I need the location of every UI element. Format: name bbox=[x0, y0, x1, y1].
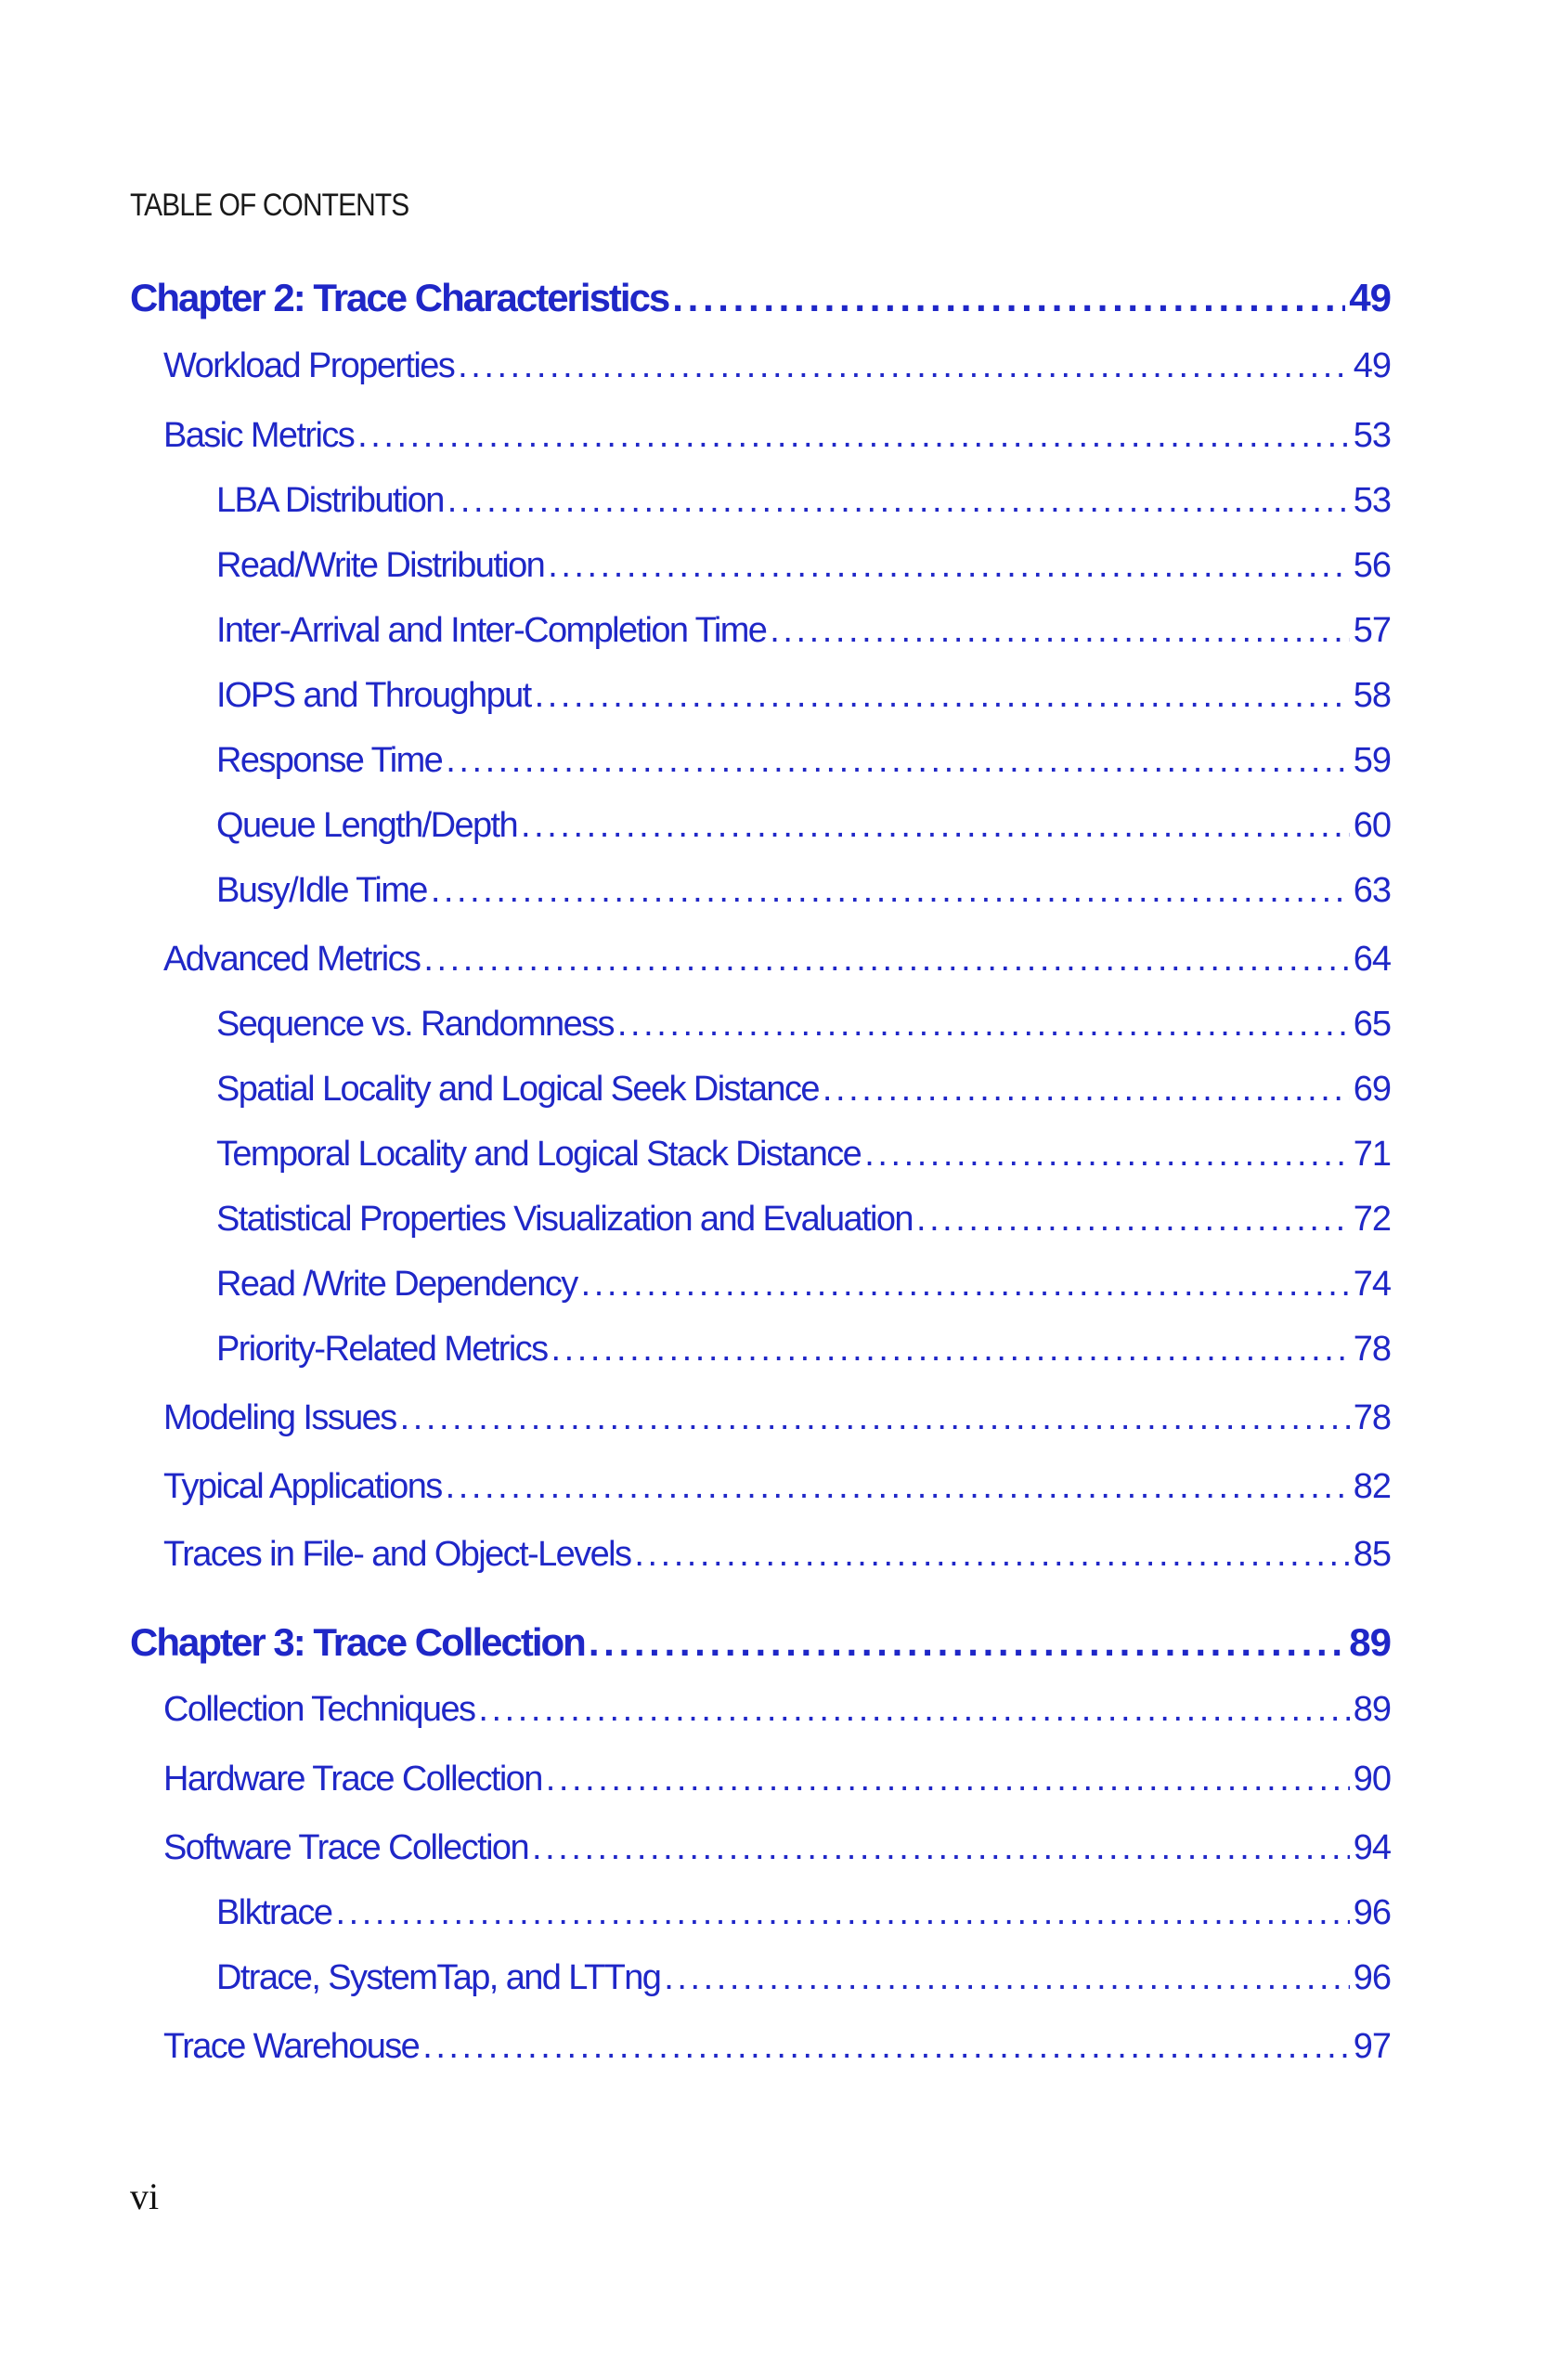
toc-entry-page: 85 bbox=[1353, 1535, 1391, 1574]
dot-leader bbox=[548, 541, 1350, 590]
dot-leader bbox=[664, 1954, 1349, 2002]
toc-entry[interactable] bbox=[216, 1889, 1391, 1937]
toc-entry-page: 89 bbox=[1349, 1620, 1391, 1664]
toc-entry-page: 96 bbox=[1353, 1958, 1391, 1997]
toc-entry[interactable] bbox=[163, 342, 1391, 390]
toc-entry[interactable] bbox=[216, 1065, 1391, 1113]
toc-entry-label: Dtrace, SystemTap, and LTTng bbox=[216, 1958, 661, 1997]
toc-entry[interactable] bbox=[216, 1325, 1391, 1373]
toc-entry-label: Traces in File- and Object-Levels bbox=[163, 1535, 631, 1574]
toc-entry-label: Statistical Properties Visualization and Evaluation bbox=[216, 1200, 913, 1239]
toc-entry-label: Collection Techniques bbox=[163, 1690, 475, 1729]
dot-leader bbox=[357, 411, 1350, 460]
toc-entry-label: Blktrace bbox=[216, 1893, 332, 1932]
toc-entry-label: Advanced Metrics bbox=[163, 940, 421, 979]
toc-entry-page: 94 bbox=[1353, 1828, 1391, 1867]
toc-entry-label: Trace Warehouse bbox=[163, 2027, 420, 2066]
toc-entry[interactable] bbox=[216, 1195, 1391, 1243]
toc-entry-label: Busy/Idle Time bbox=[216, 871, 427, 910]
toc-entry-label: Read/Write Distribution bbox=[216, 546, 545, 585]
toc-entry-page: 90 bbox=[1353, 1760, 1391, 1799]
toc-entry-label: LBA Distribution bbox=[216, 481, 444, 520]
toc-entry-page: 56 bbox=[1353, 546, 1391, 585]
dot-leader bbox=[446, 1462, 1350, 1511]
toc-entry-label: Workload Properties bbox=[163, 346, 455, 385]
toc-entry-page: 69 bbox=[1353, 1070, 1391, 1109]
toc-entry-label: Chapter 2: Trace Characteristics bbox=[130, 276, 669, 319]
toc-entry[interactable] bbox=[163, 1530, 1391, 1578]
toc-entry-label: Basic Metrics bbox=[163, 416, 355, 455]
dot-leader bbox=[672, 272, 1345, 324]
dot-leader bbox=[864, 1130, 1349, 1178]
toc-entry-label: Modeling Issues bbox=[163, 1398, 396, 1437]
toc-entry-label: Hardware Trace Collection bbox=[163, 1760, 542, 1799]
toc-entry[interactable] bbox=[216, 736, 1391, 785]
toc-entry[interactable] bbox=[216, 671, 1391, 720]
toc-entry[interactable] bbox=[163, 935, 1391, 983]
dot-leader bbox=[458, 342, 1350, 390]
page-number: vi bbox=[130, 2176, 160, 2217]
toc-entry-page: 72 bbox=[1353, 1200, 1391, 1239]
toc-entry-page: 74 bbox=[1353, 1265, 1391, 1304]
toc-entry-label: Typical Applications bbox=[163, 1467, 442, 1506]
toc-entry[interactable] bbox=[216, 866, 1391, 915]
toc-entry-page: 57 bbox=[1353, 611, 1391, 650]
dot-leader bbox=[400, 1394, 1350, 1442]
toc-entry[interactable] bbox=[216, 801, 1391, 850]
toc-entry-label: Read /Write Dependency bbox=[216, 1265, 577, 1304]
dot-leader bbox=[770, 606, 1349, 655]
toc-entry-page: 53 bbox=[1353, 481, 1391, 520]
toc-entry[interactable] bbox=[163, 1755, 1391, 1803]
toc-entry-page: 59 bbox=[1353, 741, 1391, 780]
dot-leader bbox=[823, 1065, 1350, 1113]
toc-entry[interactable] bbox=[163, 1394, 1391, 1442]
toc-entry-page: 53 bbox=[1353, 416, 1391, 455]
toc-entry-label: Response Time bbox=[216, 741, 443, 780]
toc-entry-page: 71 bbox=[1353, 1135, 1391, 1174]
toc-entry-label: Queue Length/Depth bbox=[216, 806, 518, 845]
dot-leader bbox=[423, 935, 1349, 983]
toc-entry-page: 89 bbox=[1353, 1690, 1391, 1729]
toc-entry-page: 63 bbox=[1353, 871, 1391, 910]
toc-entry[interactable] bbox=[163, 2022, 1391, 2071]
dot-leader bbox=[535, 671, 1350, 720]
toc-entry[interactable] bbox=[163, 1685, 1391, 1734]
dot-leader bbox=[916, 1195, 1350, 1243]
toc-entry-page: 82 bbox=[1353, 1467, 1391, 1506]
dot-leader bbox=[581, 1260, 1350, 1308]
toc-entry[interactable] bbox=[216, 606, 1391, 655]
toc-chapter-entry[interactable] bbox=[130, 272, 1391, 324]
toc-entry-page: 78 bbox=[1353, 1330, 1391, 1369]
dot-leader bbox=[589, 1617, 1345, 1669]
toc-entry-page: 96 bbox=[1353, 1893, 1391, 1932]
dot-leader bbox=[551, 1325, 1349, 1373]
toc-entry-label: Inter-Arrival and Inter-Completion Time bbox=[216, 611, 767, 650]
toc-entry[interactable] bbox=[163, 1462, 1391, 1511]
toc-entry-page: 65 bbox=[1353, 1005, 1391, 1044]
toc-entry-page: 49 bbox=[1353, 346, 1391, 385]
toc-entry-label: Temporal Locality and Logical Stack Distance bbox=[216, 1135, 862, 1174]
toc-entry-label: Priority-Related Metrics bbox=[216, 1330, 548, 1369]
dot-leader bbox=[446, 736, 1350, 785]
dot-leader bbox=[431, 866, 1350, 915]
dot-leader bbox=[422, 2022, 1350, 2071]
dot-leader bbox=[447, 476, 1350, 525]
toc-entry-page: 60 bbox=[1353, 806, 1391, 845]
toc-entry[interactable] bbox=[163, 411, 1391, 460]
toc-entry-label: IOPS and Throughput bbox=[216, 676, 531, 715]
dot-leader bbox=[532, 1824, 1350, 1872]
toc-entry-label: Spatial Locality and Logical Seek Distance bbox=[216, 1070, 819, 1109]
toc-entry[interactable] bbox=[216, 1954, 1391, 2002]
dot-leader bbox=[521, 801, 1350, 850]
dot-leader bbox=[617, 1000, 1350, 1048]
toc-entry-page: 49 bbox=[1349, 276, 1391, 319]
toc-entry-label: Sequence vs. Randomness bbox=[216, 1005, 614, 1044]
dot-leader bbox=[335, 1889, 1349, 1937]
toc-entry-page: 64 bbox=[1353, 940, 1391, 979]
toc-entry-page: 97 bbox=[1353, 2027, 1391, 2066]
dot-leader bbox=[634, 1530, 1349, 1578]
toc-entry[interactable] bbox=[216, 1260, 1391, 1308]
toc-entry[interactable] bbox=[216, 1000, 1391, 1048]
toc-entry-page: 58 bbox=[1353, 676, 1391, 715]
toc-entry-label: Software Trace Collection bbox=[163, 1828, 528, 1867]
dot-leader bbox=[478, 1685, 1349, 1734]
running-head: TABLE OF CONTENTS bbox=[130, 188, 409, 223]
toc-entry[interactable] bbox=[216, 1130, 1391, 1178]
toc-entry[interactable] bbox=[216, 541, 1391, 590]
toc-entry[interactable] bbox=[216, 476, 1391, 525]
toc-entry[interactable] bbox=[163, 1824, 1391, 1872]
toc-chapter-entry[interactable] bbox=[130, 1617, 1391, 1669]
toc-entry-label: Chapter 3: Trace Collection bbox=[130, 1620, 585, 1664]
toc-entry-page: 78 bbox=[1353, 1398, 1391, 1437]
dot-leader bbox=[546, 1755, 1350, 1803]
